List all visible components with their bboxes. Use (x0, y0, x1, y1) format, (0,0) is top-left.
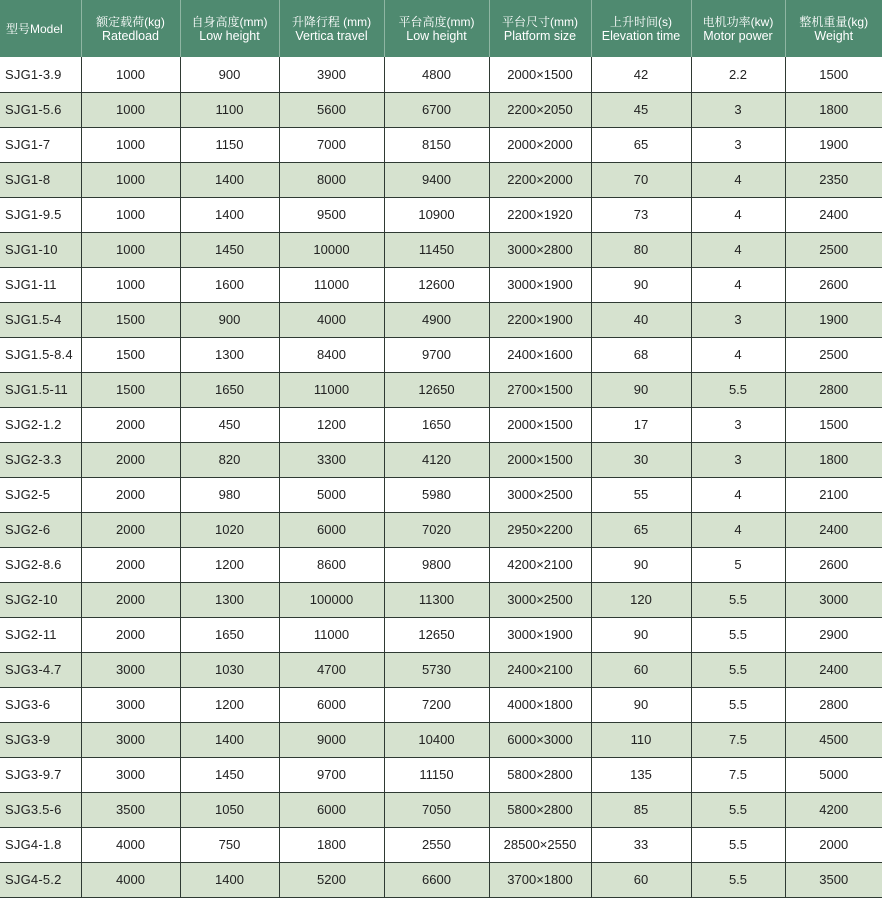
table-cell-weight: 2400 (785, 197, 882, 232)
table-cell-low-height: 750 (180, 827, 279, 862)
table-row (0, 442, 882, 477)
table-cell-motor-power: 5.5 (691, 792, 785, 827)
column-header-sublabel: Elevation time (601, 28, 681, 43)
table-cell-low-height: 1600 (180, 267, 279, 302)
table-row (0, 757, 882, 792)
table-cell-motor-power: 2.2 (691, 57, 785, 92)
table-cell-motor-power: 4 (691, 512, 785, 547)
column-header-sublabel: Low height (199, 28, 260, 43)
table-row (0, 687, 882, 722)
table-cell-platform-height: 9400 (384, 162, 489, 197)
table-row (0, 792, 882, 827)
table-cell-platform-size: 2950×2200 (489, 512, 591, 547)
column-header-sublabel: Motor power (703, 28, 773, 43)
table-cell-low-height: 1100 (180, 92, 279, 127)
column-header-label: 平台尺寸(mm) (502, 14, 578, 29)
table-cell-elevation-time: 90 (591, 267, 691, 302)
table-cell-elevation-time: 17 (591, 407, 691, 442)
table-cell-low-height: 1200 (180, 687, 279, 722)
table-cell-rated-load: 2000 (81, 547, 180, 582)
column-header-sublabel: Vertica travel (295, 28, 368, 43)
table-cell-low-height: 900 (180, 302, 279, 337)
table-cell-rated-load: 1500 (81, 337, 180, 372)
table-cell-motor-power: 5 (691, 547, 785, 582)
table-cell-platform-height: 5980 (384, 477, 489, 512)
table-cell-motor-power: 3 (691, 92, 785, 127)
table-cell-platform-height: 10900 (384, 197, 489, 232)
table-cell-motor-power: 5.5 (691, 372, 785, 407)
table-cell-weight: 2100 (785, 477, 882, 512)
table-cell-platform-size: 5800×2800 (489, 757, 591, 792)
table-cell-platform-size: 6000×3000 (489, 722, 591, 757)
table-cell-elevation-time: 30 (591, 442, 691, 477)
table-cell-platform-size: 2200×2050 (489, 92, 591, 127)
table-cell-low-height: 1050 (180, 792, 279, 827)
table-cell-rated-load: 4000 (81, 862, 180, 897)
table-cell-weight: 2900 (785, 617, 882, 652)
table-cell-weight: 3000 (785, 582, 882, 617)
table-cell-platform-size: 2000×1500 (489, 442, 591, 477)
table-cell-rated-load: 1500 (81, 302, 180, 337)
table-cell-elevation-time: 45 (591, 92, 691, 127)
table-cell-rated-load: 2000 (81, 617, 180, 652)
table-cell-model: SJG1-11 (0, 267, 81, 302)
table-cell-motor-power: 4 (691, 197, 785, 232)
table-cell-weight: 2400 (785, 652, 882, 687)
table-cell-model: SJG2-3.3 (0, 442, 81, 477)
header-row (0, 0, 882, 57)
table-cell-vertical-travel: 11000 (279, 617, 384, 652)
table-cell-platform-size: 2000×1500 (489, 407, 591, 442)
table-cell-rated-load: 1000 (81, 127, 180, 162)
table-cell-model: SJG3-9.7 (0, 757, 81, 792)
table-cell-model: SJG2-1.2 (0, 407, 81, 442)
table-cell-platform-size: 3000×2800 (489, 232, 591, 267)
column-header-elevation-time (591, 0, 691, 57)
table-row (0, 512, 882, 547)
table-cell-motor-power: 4 (691, 337, 785, 372)
table-cell-elevation-time: 68 (591, 337, 691, 372)
table-cell-motor-power: 5.5 (691, 687, 785, 722)
table-cell-weight: 2600 (785, 267, 882, 302)
table-cell-elevation-time: 90 (591, 687, 691, 722)
table-cell-low-height: 1300 (180, 337, 279, 372)
column-header-model (0, 0, 81, 57)
table-cell-weight: 2500 (785, 337, 882, 372)
table-cell-motor-power: 7.5 (691, 722, 785, 757)
table-cell-rated-load: 2000 (81, 477, 180, 512)
table-cell-vertical-travel: 1200 (279, 407, 384, 442)
table-row (0, 582, 882, 617)
table-cell-motor-power: 7.5 (691, 757, 785, 792)
table-cell-weight: 2600 (785, 547, 882, 582)
table-cell-elevation-time: 70 (591, 162, 691, 197)
table-cell-weight: 4200 (785, 792, 882, 827)
table-row (0, 162, 882, 197)
table-cell-vertical-travel: 8000 (279, 162, 384, 197)
table-cell-vertical-travel: 11000 (279, 372, 384, 407)
table-cell-low-height: 1300 (180, 582, 279, 617)
table-cell-vertical-travel: 11000 (279, 267, 384, 302)
column-header-label: 升降行程 (mm) (291, 14, 372, 29)
table-cell-elevation-time: 90 (591, 617, 691, 652)
table-row (0, 477, 882, 512)
table-cell-model: SJG2-6 (0, 512, 81, 547)
table-cell-platform-size: 3000×2500 (489, 477, 591, 512)
column-header-vertical-travel (279, 0, 384, 57)
table-cell-weight: 2400 (785, 512, 882, 547)
table-row (0, 372, 882, 407)
table-cell-elevation-time: 90 (591, 372, 691, 407)
table-cell-rated-load: 1000 (81, 267, 180, 302)
table-row (0, 407, 882, 442)
table-cell-platform-height: 7020 (384, 512, 489, 547)
table-cell-platform-height: 2550 (384, 827, 489, 862)
table-row (0, 827, 882, 862)
table-cell-platform-size: 2400×1600 (489, 337, 591, 372)
table-cell-low-height: 820 (180, 442, 279, 477)
table-cell-platform-height: 4900 (384, 302, 489, 337)
table-cell-weight: 1500 (785, 57, 882, 92)
table-row (0, 302, 882, 337)
table-cell-weight: 3500 (785, 862, 882, 897)
table-cell-model: SJG1-9.5 (0, 197, 81, 232)
column-header-rated-load (81, 0, 180, 57)
table-cell-platform-height: 11300 (384, 582, 489, 617)
table-cell-rated-load: 2000 (81, 512, 180, 547)
table-cell-elevation-time: 120 (591, 582, 691, 617)
table-cell-vertical-travel: 4000 (279, 302, 384, 337)
table-cell-low-height: 1650 (180, 372, 279, 407)
column-header-platform-height (384, 0, 489, 57)
table-row (0, 127, 882, 162)
table-cell-elevation-time: 40 (591, 302, 691, 337)
table-cell-platform-height: 7050 (384, 792, 489, 827)
table-cell-vertical-travel: 6000 (279, 512, 384, 547)
table-cell-model: SJG1.5-8.4 (0, 337, 81, 372)
table-cell-rated-load: 1000 (81, 57, 180, 92)
table-cell-low-height: 980 (180, 477, 279, 512)
table-cell-motor-power: 4 (691, 477, 785, 512)
table-cell-low-height: 1400 (180, 197, 279, 232)
table-cell-elevation-time: 55 (591, 477, 691, 512)
table-cell-vertical-travel: 9500 (279, 197, 384, 232)
table-cell-weight: 1900 (785, 302, 882, 337)
table-row (0, 547, 882, 582)
table-cell-weight: 2350 (785, 162, 882, 197)
table-cell-elevation-time: 85 (591, 792, 691, 827)
table-row (0, 197, 882, 232)
table-cell-model: SJG1-3.9 (0, 57, 81, 92)
table-cell-model: SJG3-9 (0, 722, 81, 757)
table-cell-platform-size: 5800×2800 (489, 792, 591, 827)
table-cell-platform-size: 3000×1900 (489, 617, 591, 652)
table-cell-model: SJG2-10 (0, 582, 81, 617)
table-cell-low-height: 1020 (180, 512, 279, 547)
table-cell-motor-power: 5.5 (691, 582, 785, 617)
table-cell-low-height: 1400 (180, 722, 279, 757)
column-header-label: 型号Model (6, 21, 63, 36)
column-header-sublabel: Ratedload (102, 28, 159, 43)
table-cell-model: SJG1-10 (0, 232, 81, 267)
column-header-platform-size (489, 0, 591, 57)
table-cell-low-height: 1650 (180, 617, 279, 652)
table-cell-platform-height: 8150 (384, 127, 489, 162)
table-cell-platform-height: 12650 (384, 372, 489, 407)
table-cell-platform-height: 5730 (384, 652, 489, 687)
table-cell-platform-height: 12600 (384, 267, 489, 302)
table-row (0, 722, 882, 757)
table-cell-platform-size: 4000×1800 (489, 687, 591, 722)
table-cell-platform-height: 6600 (384, 862, 489, 897)
table-cell-rated-load: 2000 (81, 582, 180, 617)
table-cell-weight: 5000 (785, 757, 882, 792)
table-cell-rated-load: 1000 (81, 162, 180, 197)
table-cell-elevation-time: 65 (591, 512, 691, 547)
table-cell-platform-height: 4800 (384, 57, 489, 92)
table-cell-model: SJG1-7 (0, 127, 81, 162)
table-cell-elevation-time: 135 (591, 757, 691, 792)
table-cell-motor-power: 4 (691, 267, 785, 302)
table-cell-vertical-travel: 7000 (279, 127, 384, 162)
table-cell-weight: 2500 (785, 232, 882, 267)
table-cell-low-height: 1450 (180, 757, 279, 792)
column-header-label: 额定载荷(kg) (96, 14, 165, 29)
table-cell-rated-load: 2000 (81, 407, 180, 442)
table-body (0, 57, 882, 897)
table-cell-platform-size: 2200×2000 (489, 162, 591, 197)
table-cell-low-height: 1150 (180, 127, 279, 162)
table-cell-platform-size: 2700×1500 (489, 372, 591, 407)
table-cell-vertical-travel: 3900 (279, 57, 384, 92)
column-header-weight (785, 0, 882, 57)
table-cell-model: SJG2-8.6 (0, 547, 81, 582)
table-cell-platform-height: 11150 (384, 757, 489, 792)
table-row (0, 862, 882, 897)
column-header-sublabel: Platform size (503, 28, 577, 43)
table-cell-vertical-travel: 3300 (279, 442, 384, 477)
table-row (0, 267, 882, 302)
table-cell-rated-load: 3000 (81, 687, 180, 722)
table-cell-vertical-travel: 8400 (279, 337, 384, 372)
table-cell-weight: 1800 (785, 442, 882, 477)
table-cell-platform-size: 2000×2000 (489, 127, 591, 162)
table-cell-platform-size: 2200×1920 (489, 197, 591, 232)
table-cell-platform-height: 6700 (384, 92, 489, 127)
table-cell-vertical-travel: 5000 (279, 477, 384, 512)
table-cell-weight: 1800 (785, 92, 882, 127)
table-cell-weight: 2000 (785, 827, 882, 862)
table-row (0, 652, 882, 687)
table-cell-model: SJG3.5-6 (0, 792, 81, 827)
table-cell-motor-power: 3 (691, 302, 785, 337)
table-cell-model: SJG1-8 (0, 162, 81, 197)
table-cell-model: SJG1.5-11 (0, 372, 81, 407)
table-cell-elevation-time: 110 (591, 722, 691, 757)
column-header-sublabel: Weight (814, 28, 854, 43)
table-cell-weight: 2800 (785, 687, 882, 722)
column-header-low-height (180, 0, 279, 57)
table-cell-platform-height: 9800 (384, 547, 489, 582)
table-cell-motor-power: 5.5 (691, 862, 785, 897)
table-cell-elevation-time: 33 (591, 827, 691, 862)
table-cell-elevation-time: 60 (591, 652, 691, 687)
table-cell-motor-power: 3 (691, 442, 785, 477)
table-row (0, 617, 882, 652)
table-cell-motor-power: 4 (691, 232, 785, 267)
table-cell-motor-power: 3 (691, 407, 785, 442)
table-cell-vertical-travel: 6000 (279, 687, 384, 722)
table-row (0, 232, 882, 267)
table-cell-rated-load: 4000 (81, 827, 180, 862)
table-cell-platform-height: 1650 (384, 407, 489, 442)
table-cell-platform-size: 28500×2550 (489, 827, 591, 862)
table-cell-model: SJG3-6 (0, 687, 81, 722)
table-cell-model: SJG1-5.6 (0, 92, 81, 127)
table-cell-model: SJG2-5 (0, 477, 81, 512)
table-cell-rated-load: 3000 (81, 652, 180, 687)
table-cell-elevation-time: 65 (591, 127, 691, 162)
table-cell-platform-size: 3000×1900 (489, 267, 591, 302)
table-cell-vertical-travel: 10000 (279, 232, 384, 267)
table-cell-vertical-travel: 9000 (279, 722, 384, 757)
table-cell-platform-height: 11450 (384, 232, 489, 267)
table-cell-model: SJG4-5.2 (0, 862, 81, 897)
table-cell-low-height: 1450 (180, 232, 279, 267)
table-cell-elevation-time: 60 (591, 862, 691, 897)
table-cell-motor-power: 5.5 (691, 827, 785, 862)
table-cell-model: SJG2-11 (0, 617, 81, 652)
column-header-label: 自身高度(mm) (191, 14, 268, 29)
table-cell-vertical-travel: 5600 (279, 92, 384, 127)
table-cell-motor-power: 5.5 (691, 652, 785, 687)
table-cell-low-height: 1400 (180, 862, 279, 897)
table-cell-platform-height: 7200 (384, 687, 489, 722)
table-cell-motor-power: 3 (691, 127, 785, 162)
table-cell-platform-size: 2400×2100 (489, 652, 591, 687)
table-cell-low-height: 900 (180, 57, 279, 92)
table-cell-rated-load: 2000 (81, 442, 180, 477)
table-cell-platform-height: 9700 (384, 337, 489, 372)
table-cell-vertical-travel: 1800 (279, 827, 384, 862)
column-header-label: 整机重量(kg) (799, 14, 869, 29)
table-cell-rated-load: 3500 (81, 792, 180, 827)
table-row (0, 57, 882, 92)
table-cell-vertical-travel: 9700 (279, 757, 384, 792)
table-row (0, 92, 882, 127)
table-cell-rated-load: 1000 (81, 197, 180, 232)
table-cell-low-height: 450 (180, 407, 279, 442)
table-cell-platform-size: 4200×2100 (489, 547, 591, 582)
table-cell-platform-size: 3700×1800 (489, 862, 591, 897)
column-header-sublabel: Low height (406, 28, 467, 43)
column-header-label: 电机功率(kw) (702, 14, 774, 29)
column-header-label: 平台高度(mm) (398, 14, 475, 29)
table-cell-weight: 1500 (785, 407, 882, 442)
column-header-motor-power (691, 0, 785, 57)
table-cell-vertical-travel: 100000 (279, 582, 384, 617)
table-cell-rated-load: 3000 (81, 722, 180, 757)
table-cell-platform-size: 2200×1900 (489, 302, 591, 337)
table-row (0, 337, 882, 372)
table-cell-rated-load: 3000 (81, 757, 180, 792)
table-cell-motor-power: 4 (691, 162, 785, 197)
table-cell-vertical-travel: 6000 (279, 792, 384, 827)
table-cell-elevation-time: 90 (591, 547, 691, 582)
table-cell-platform-size: 3000×2500 (489, 582, 591, 617)
table-cell-elevation-time: 42 (591, 57, 691, 92)
table-cell-rated-load: 1500 (81, 372, 180, 407)
table-cell-low-height: 1200 (180, 547, 279, 582)
table-cell-elevation-time: 73 (591, 197, 691, 232)
table-cell-vertical-travel: 5200 (279, 862, 384, 897)
table-cell-model: SJG4-1.8 (0, 827, 81, 862)
table-cell-low-height: 1030 (180, 652, 279, 687)
column-header-label: 上升时间(s) (610, 14, 672, 29)
table-cell-motor-power: 5.5 (691, 617, 785, 652)
table-cell-weight: 2800 (785, 372, 882, 407)
table-cell-weight: 4500 (785, 722, 882, 757)
table-cell-vertical-travel: 4700 (279, 652, 384, 687)
table-cell-rated-load: 1000 (81, 232, 180, 267)
table-cell-platform-height: 10400 (384, 722, 489, 757)
table-cell-low-height: 1400 (180, 162, 279, 197)
table-cell-rated-load: 1000 (81, 92, 180, 127)
table-cell-vertical-travel: 8600 (279, 547, 384, 582)
table-cell-platform-height: 4120 (384, 442, 489, 477)
table-cell-elevation-time: 80 (591, 232, 691, 267)
table-cell-model: SJG3-4.7 (0, 652, 81, 687)
table-cell-platform-size: 2000×1500 (489, 57, 591, 92)
table-header (0, 0, 882, 57)
table-cell-platform-height: 12650 (384, 617, 489, 652)
table-cell-model: SJG1.5-4 (0, 302, 81, 337)
table-cell-weight: 1900 (785, 127, 882, 162)
